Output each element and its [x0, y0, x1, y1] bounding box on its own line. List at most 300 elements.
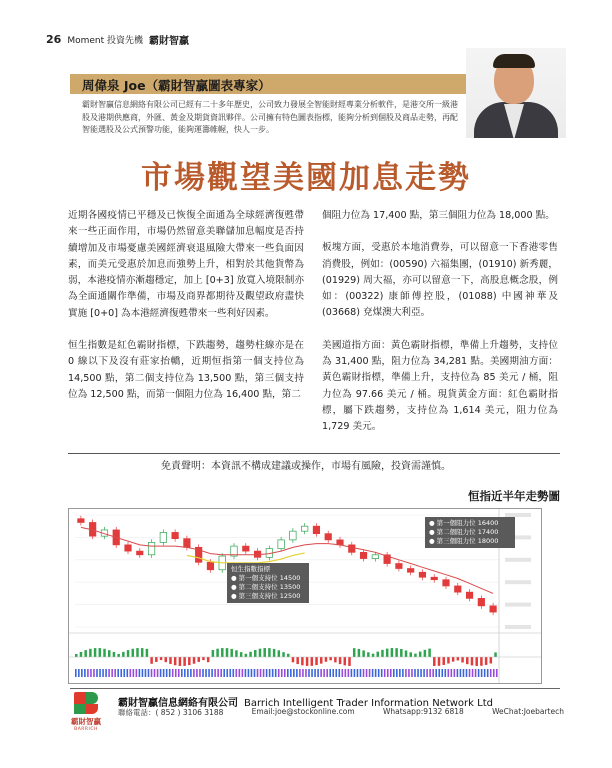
volume-bar	[438, 669, 440, 677]
support-legend	[227, 563, 309, 603]
volume-bar	[202, 669, 204, 677]
wechat: WeChat:Joebartech	[492, 707, 564, 716]
histogram-bar	[296, 657, 299, 664]
volume-bar	[314, 669, 316, 677]
volume-bar	[405, 669, 407, 677]
volume-bar	[466, 669, 468, 677]
histogram-bar	[452, 657, 455, 662]
volume-bar	[338, 669, 340, 677]
candle	[360, 552, 366, 558]
histogram-bar	[132, 649, 135, 657]
volume-bar	[242, 669, 244, 677]
volume-bar	[229, 669, 231, 677]
volume-bar	[111, 669, 113, 677]
volume-bar	[296, 669, 298, 677]
volume-bar	[390, 669, 392, 677]
volume-bar	[93, 669, 95, 677]
histogram-bar	[292, 657, 295, 662]
histogram-bar	[245, 654, 248, 657]
price-axis-tick	[505, 580, 531, 584]
volume-bar	[133, 669, 135, 677]
histogram-bar	[438, 657, 441, 666]
histogram-bar	[428, 649, 431, 657]
candle	[372, 555, 378, 559]
histogram-bar	[353, 648, 356, 657]
histogram-bar	[282, 652, 285, 657]
volume-bar	[102, 669, 104, 677]
volume-bar	[245, 669, 247, 677]
volume-bar	[105, 669, 107, 677]
histogram-bar	[141, 648, 144, 657]
volume-bar	[308, 669, 310, 677]
volume-bar	[126, 669, 128, 677]
brand-name: 霸財智贏	[148, 35, 189, 47]
volume-bar	[169, 669, 171, 677]
article-left-column	[68, 208, 304, 419]
volume-bar	[375, 669, 377, 677]
histogram-bar	[315, 657, 318, 665]
histogram-bar	[202, 657, 205, 660]
volume-bar	[335, 669, 337, 677]
volume-bar	[130, 669, 132, 677]
candle	[407, 569, 413, 573]
volume-bar	[475, 669, 477, 677]
histogram-bar	[466, 657, 469, 664]
volume-bar	[281, 669, 283, 677]
phone: 聯絡電話：( 852 ) 3106 3188	[118, 708, 224, 717]
price-axis-tick	[505, 558, 531, 562]
histogram-bar	[254, 650, 257, 657]
paragraph: 美國道指方面：黃色霸財指標，準備上升趨勢，支持位為 31,400 點，阻力位為 34,281 點。美國期油方面：黃色霸財指標，準備上升，支持位為 85 美元 / 桶，阻力位為 97.66 美元 / 桶。現貨黃金方面：紅色霸財指標，屬下跌趨勢，支持位為 1,614 美元，阻力位為 1,729 美元。	[322, 339, 558, 433]
volume-bar	[278, 669, 280, 677]
histogram-bar	[400, 649, 403, 657]
histogram-bar	[405, 650, 408, 657]
volume-bar	[378, 669, 380, 677]
volume-bar	[254, 669, 256, 677]
candle	[137, 551, 143, 555]
candle	[184, 539, 190, 548]
volume-bar	[329, 669, 331, 677]
histogram-bar	[263, 648, 266, 657]
volume-bar	[387, 669, 389, 677]
histogram-bar	[377, 652, 380, 657]
volume-bar	[472, 669, 474, 677]
histogram-bar	[494, 652, 497, 657]
volume-bar	[369, 669, 371, 677]
volume-bar	[493, 669, 495, 677]
histogram-bar	[457, 657, 460, 660]
page-number: 26	[46, 32, 62, 46]
volume-bar	[345, 669, 347, 677]
volume-bar	[417, 669, 419, 677]
volume-bar	[160, 669, 162, 677]
volume-bar	[408, 669, 410, 677]
paragraph: 恒生指數是紅色霸財指標，下跌趨勢，趨勢柱線亦是在 0 線以下及沒有莊家抬轎，近期恒指第一個支持位為 14,500 點，第二個支持位為 13,500 點，第三個支持位為 12,500 點，而第一個阻力位為 16,400 點，第二	[68, 340, 304, 400]
legend-row: ● 第一個阻力位 16400	[429, 519, 511, 528]
candle	[243, 546, 249, 551]
volume-bar	[96, 669, 98, 677]
volume-bar	[190, 669, 192, 677]
histogram-bar	[174, 657, 177, 665]
volume-bar	[81, 669, 83, 677]
candle	[466, 592, 472, 598]
logo-name: 霸財智贏	[71, 717, 101, 726]
histogram-bar	[127, 650, 130, 657]
volume-bar	[342, 669, 344, 677]
histogram-bar	[471, 657, 474, 665]
legend-row: ● 第三個阻力位 18000	[429, 537, 511, 546]
histogram-bar	[268, 648, 271, 657]
volume-bar	[317, 669, 319, 677]
volume-bar	[366, 669, 368, 677]
histogram-bar	[301, 657, 304, 665]
volume-bar	[357, 669, 359, 677]
histogram-bar	[367, 652, 370, 657]
volume-bar	[187, 669, 189, 677]
histogram-bar	[84, 650, 87, 657]
volume-bar	[354, 669, 356, 677]
histogram-bar	[395, 648, 398, 657]
volume-bar	[87, 669, 89, 677]
candle	[337, 540, 343, 545]
hsi-chart	[68, 508, 542, 684]
histogram-bar	[259, 649, 262, 657]
volume-bar	[178, 669, 180, 677]
histogram-bar	[188, 657, 191, 665]
price-axis-tick	[505, 603, 531, 607]
histogram-bar	[311, 657, 314, 666]
histogram-bar	[339, 657, 342, 664]
legend-title: 恒生指數指標	[231, 565, 270, 573]
histogram-bar	[193, 657, 196, 664]
volume-bar	[226, 669, 228, 677]
volume-bar	[272, 669, 274, 677]
article-title: 市場觀望美國加息走勢	[141, 160, 471, 196]
volume-bar	[348, 669, 350, 677]
histogram-bar	[122, 652, 125, 657]
volume-bar	[266, 669, 268, 677]
volume-bar	[163, 669, 165, 677]
volume-bar	[263, 669, 265, 677]
whatsapp: Whatsapp:9132 6818	[382, 707, 464, 716]
legend-row: ● 第二個支持位 13500	[231, 583, 305, 592]
histogram-bar	[94, 648, 97, 657]
volume-bar	[217, 669, 219, 677]
histogram-bar	[372, 654, 375, 657]
histogram-bar	[89, 649, 92, 657]
page-header	[46, 31, 189, 47]
histogram-bar	[475, 657, 478, 666]
histogram-bar	[113, 652, 116, 657]
volume-bar	[302, 669, 304, 677]
volume-bar	[290, 669, 292, 677]
histogram-bar	[80, 652, 83, 657]
histogram-bar	[240, 652, 243, 657]
histogram-bar	[358, 649, 361, 657]
histogram-bar	[424, 650, 427, 657]
candle	[349, 545, 355, 552]
histogram-bar	[103, 649, 106, 657]
histogram-bar	[329, 657, 332, 660]
volume-bar	[172, 669, 174, 677]
volume-bar	[184, 669, 186, 677]
candle	[490, 606, 496, 612]
histogram-bar	[136, 648, 139, 657]
volume-bar	[393, 669, 395, 677]
volume-bar	[142, 669, 144, 677]
candle	[172, 532, 178, 538]
histogram-bar	[414, 654, 417, 657]
histogram-bar	[75, 654, 78, 657]
volume-bar	[205, 669, 207, 677]
histogram-bar	[155, 657, 158, 662]
legend-row: ● 第一個支持位 14500	[231, 574, 305, 583]
histogram-bar	[490, 657, 493, 663]
volume-bar	[120, 669, 122, 677]
volume-bar	[114, 669, 116, 677]
histogram-bar	[386, 649, 389, 657]
volume-bar	[435, 669, 437, 677]
volume-bar	[451, 669, 453, 677]
paragraph: 近期各國疫情已平穩及已恢復全面通為全球經濟復甦帶來一些正面作用，市場仍然留意美聯儲加息幅度是否持續增加及市場憂慮美國經濟衰退風險大帶來一些負面因素，而美元受惠於加息而強勢上升，相對於其他貨幣為弱，本港疫情亦漸趨穩定，加上 [0+3] 放寬入境限制亦為全面通關作準備，市場及商界都期待及觀望政府盡快實施 [0+0] 為本港經濟復甦帶來一些利好因素。	[68, 210, 304, 319]
histogram-bar	[334, 657, 337, 662]
volume-bar	[469, 669, 471, 677]
histogram-bar	[344, 657, 347, 665]
histogram-bar	[433, 657, 436, 666]
histogram-bar	[169, 657, 172, 664]
candle	[301, 526, 307, 531]
volume-bar	[154, 669, 156, 677]
paragraph: 個阻力位為 17,400 點，第三個阻力位為 18,000 點。	[322, 210, 555, 221]
volume-bar	[236, 669, 238, 677]
candle	[78, 519, 84, 523]
author-name: 周偉泉 Joe（霸財智贏圖表專家）	[82, 78, 271, 93]
histogram-bar	[226, 648, 229, 657]
volume-bar	[487, 669, 489, 677]
volume-bar	[208, 669, 210, 677]
candle	[290, 531, 296, 540]
candle	[419, 572, 425, 577]
volume-bar	[384, 669, 386, 677]
volume-bar	[157, 669, 159, 677]
volume-bar	[414, 669, 416, 677]
histogram-bar	[150, 657, 153, 664]
volume-bar	[193, 669, 195, 677]
volume-bar	[402, 669, 404, 677]
volume-bar	[484, 669, 486, 677]
volume-bar	[481, 669, 483, 677]
histogram-bar	[117, 654, 120, 657]
contact-info	[118, 707, 564, 718]
volume-bar	[175, 669, 177, 677]
volume-bar	[139, 669, 141, 677]
volume-bar	[460, 669, 462, 677]
volume-bar	[75, 669, 77, 677]
volume-bar	[478, 669, 480, 677]
histogram-bar	[391, 648, 394, 657]
histogram-bar	[442, 657, 445, 665]
histogram-bar	[381, 650, 384, 657]
candle	[207, 562, 213, 569]
volume-bar	[151, 669, 153, 677]
volume-bar	[239, 669, 241, 677]
histogram-bar	[249, 652, 252, 657]
histogram-bar	[179, 657, 182, 666]
histogram-bar	[447, 657, 450, 664]
volume-bar	[490, 669, 492, 677]
histogram-bar	[216, 649, 219, 657]
volume-bar	[411, 669, 413, 677]
volume-bar	[223, 669, 225, 677]
volume-bar	[332, 669, 334, 677]
histogram-bar	[320, 657, 323, 664]
histogram-bar	[325, 657, 328, 662]
histogram-bar	[348, 657, 351, 666]
volume-bar	[166, 669, 168, 677]
candle	[325, 534, 331, 540]
volume-bar	[136, 669, 138, 677]
volume-bar	[496, 669, 498, 677]
volume-bar	[78, 669, 80, 677]
volume-bar	[444, 669, 446, 677]
volume-bar	[311, 669, 313, 677]
volume-bar	[299, 669, 301, 677]
volume-bar	[432, 669, 434, 677]
resistance-legend	[425, 517, 515, 548]
volume-bar	[448, 669, 450, 677]
histogram-bar	[212, 650, 215, 657]
candle	[160, 532, 166, 542]
volume-bar	[463, 669, 465, 677]
company-name-en: Barrich Intelligent Trader Information Network Ltd	[244, 698, 493, 709]
volume-bar	[108, 669, 110, 677]
volume-bar	[326, 669, 328, 677]
volume-bar	[232, 669, 234, 677]
histogram-bar	[273, 649, 276, 657]
volume-bar	[284, 669, 286, 677]
paragraph: 板塊方面，受惠於本地消費券，可以留意一下香港零售消費股，例如：(00590) 六福集團，(01910) 新秀麗，(01929) 周大福，亦可以留意一下，高股息概念股，例如：(00322) 康師傅控股，(01088) 中國神華及 (03668) 兗煤澳大利亞。	[322, 242, 558, 319]
volume-bar	[199, 669, 201, 677]
volume-bar	[320, 669, 322, 677]
volume-bar	[293, 669, 295, 677]
histogram-bar	[165, 657, 168, 662]
volume-bar	[211, 669, 213, 677]
volume-bar	[275, 669, 277, 677]
author-bio: 霸財智贏信息網絡有限公司已經有二十多年歷史，公司致力發展全智能財經專業分析軟件，是港交所一級港股及港期供應商，外匯、黃金及期貨資訊夥伴。公司擁有特色圖表指標，能夠分析到個股及商品走勢，再配智能選股及公式預警功能，能夠運籌帷幄，快人一步。	[82, 100, 458, 134]
volume-bar	[457, 669, 459, 677]
volume-bar	[214, 669, 216, 677]
article-right-column	[322, 208, 558, 452]
chart-title: 恒指近半年走勢圖	[468, 489, 560, 503]
histogram-bar	[230, 649, 233, 657]
volume-bar	[420, 669, 422, 677]
volume-bar	[429, 669, 431, 677]
volume-bar	[287, 669, 289, 677]
candle	[431, 577, 437, 579]
histogram-bar	[207, 657, 210, 662]
candle	[278, 540, 284, 549]
candle	[455, 586, 461, 592]
histogram-bar	[485, 657, 488, 665]
volume-bar	[372, 669, 374, 677]
disclaimer: 免責聲明：本資訊不構成建議或操作，市場有風險，投資需謹慎。	[161, 461, 451, 472]
company-name-cn: 霸財智贏信息網絡有限公司	[118, 698, 238, 709]
volume-bar	[99, 669, 101, 677]
candle	[443, 580, 449, 586]
histogram-bar	[221, 648, 224, 657]
volume-bar	[305, 669, 307, 677]
histogram-bar	[461, 657, 464, 662]
histogram-bar	[99, 648, 102, 657]
volume-bar	[426, 669, 428, 677]
volume-bar	[454, 669, 456, 677]
volume-bar	[360, 669, 362, 677]
volume-bar	[441, 669, 443, 677]
histogram-bar	[160, 657, 163, 660]
histogram-bar	[362, 650, 365, 657]
volume-bar	[145, 669, 147, 677]
price-axis-tick	[505, 625, 531, 629]
author-photo	[466, 48, 566, 138]
volume-bar	[257, 669, 259, 677]
volume-bar	[90, 669, 92, 677]
volume-bar	[423, 669, 425, 677]
volume-bar	[323, 669, 325, 677]
candle	[125, 545, 131, 551]
company-logo	[66, 688, 106, 738]
histogram-bar	[235, 650, 238, 657]
volume-bar	[248, 669, 250, 677]
footer-divider	[70, 688, 560, 689]
logo-icon	[74, 692, 98, 714]
volume-bar	[260, 669, 262, 677]
volume-bar	[181, 669, 183, 677]
candle	[396, 564, 402, 569]
email: Email:joe@stockonline.com	[251, 707, 355, 716]
logo-sub: BARRICH	[74, 727, 98, 732]
volume-bar	[396, 669, 398, 677]
histogram-bar	[146, 649, 149, 657]
histogram-bar	[197, 657, 200, 662]
divider	[68, 453, 560, 454]
histogram-bar	[183, 657, 186, 666]
volume-bar	[117, 669, 119, 677]
histogram-bar	[419, 652, 422, 657]
legend-row: ● 第二個阻力位 17400	[429, 528, 511, 537]
histogram-bar	[409, 652, 412, 657]
volume-bar	[148, 669, 150, 677]
volume-bar	[351, 669, 353, 677]
candle	[313, 526, 319, 533]
histogram-bar	[108, 650, 111, 657]
histogram-bar	[278, 650, 281, 657]
volume-bar	[269, 669, 271, 677]
histogram-bar	[480, 657, 483, 666]
histogram-bar	[306, 657, 309, 666]
volume-bar	[251, 669, 253, 677]
volume-bar	[84, 669, 86, 677]
volume-bar	[196, 669, 198, 677]
candle	[478, 598, 484, 605]
legend-row: ● 第三個支持位 12500	[231, 592, 305, 601]
histogram-bar	[287, 654, 290, 657]
volume-bar	[399, 669, 401, 677]
volume-bar	[363, 669, 365, 677]
magazine-name: Moment 投資先機	[67, 35, 143, 46]
volume-bar	[381, 669, 383, 677]
candle	[148, 542, 154, 554]
volume-bar	[123, 669, 125, 677]
